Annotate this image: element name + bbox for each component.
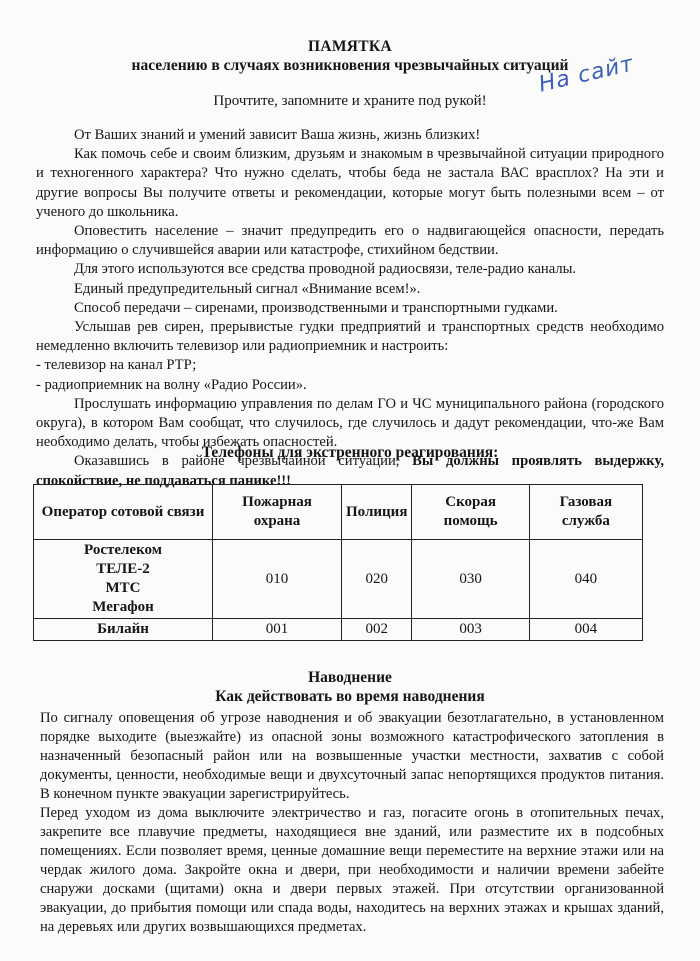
phone-number: 004: [529, 619, 642, 641]
header-fire: Пожарная охрана: [213, 485, 342, 540]
flood-paragraph: По сигналу оповещения об угрозе наводнения и об эвакуации безотлагательно, в установленном порядке выходите (выезжайте) из опасной зоны возможного катастрофического затопления в назначенный безопасный район или на возвышенные участки местности, захватив с собой документы, ценности, необходимые вещи и двухсуточный запас непортящихся продуктов питания. В конечном пункте эвакуации зарегистрируйтесь.: [40, 710, 664, 802]
flood-text: [40, 709, 664, 937]
operator-cell: [34, 540, 213, 619]
header-ambulance: Скорая помощь: [412, 485, 529, 540]
phone-number: 040: [529, 540, 642, 619]
intro-paragraph: Как помочь себе и своим близким, друзьям и знакомым в чрезвычайной ситуации природного и техногенного характера? Что нужно сделать, чтобы беда не застала ВАС врасплох? На эти и другие вопросы Вы получите ответы и рекомендации, которые могут быть полезными всем – от ученого до школьника.: [36, 146, 664, 220]
final-bold-text: Вы должны проявлять выдержку, спокойствие, не поддаваться панике!!!: [36, 453, 664, 489]
flood-paragraph: Перед уходом из дома выключите электричество и газ, погасите огонь в отопительных печах, закрепите все плавучие предметы, находящиеся вне зданий, или разместите их в подсобных помещениях. Если позволяет время, ценные домашние вещи переместите на верхние этажи или на чердак жилого дома. Закройте окна и двери, при необходимости и наличии времени забейте снаружи досками (щитами) окна и двери первых этажей. При отсутствии организованной эвакуации, до прибытия помощи или спада воды, находитесь на верхних этажах и крышах зданий, на деревьях или других возвышающихся предметах.: [40, 805, 664, 935]
intro-paragraph: Для этого используются все средства проводной радиосвязи, теле-радио каналы.: [74, 261, 577, 278]
header-gas: Газовая служба: [529, 485, 642, 540]
final-plain-text: Оказавшись в районе чрезвычайной ситуации,: [74, 453, 400, 470]
flood-title: Наводнение: [308, 669, 392, 686]
phone-number: 020: [342, 540, 412, 619]
intro-paragraph: Оповестить население – значит предупредить его о надвигающейся опасности, передать информацию о случившейся аварии или катастрофе, стихийном бедствии.: [36, 223, 664, 259]
table-header-row: [34, 485, 643, 540]
operator-name: ТЕЛЕ-2: [96, 561, 150, 577]
keep-note: Прочтите, запомните и храните под рукой!: [213, 93, 487, 109]
intro-list-item: - телевизор на канал РТР;: [36, 357, 197, 374]
intro-paragraph: Способ передачи – сиренами, производственными и транспортными гудками.: [74, 299, 558, 316]
intro-paragraph: От Ваших знаний и умений зависит Ваша жизнь, жизнь близких!: [74, 127, 481, 143]
operator-name: МТС: [105, 580, 141, 596]
operator-name: Мегафон: [92, 599, 154, 615]
intro-list-item: - радиоприемник на волну «Радио России».: [36, 376, 307, 393]
phone-number: 001: [213, 619, 342, 641]
page-subtitle: населению в случаях возникновения чрезвычайных ситуаций: [131, 57, 569, 74]
phones-title: Телефоны для экстренного реагирования:: [201, 444, 499, 461]
operator-name: Билайн: [34, 619, 213, 641]
phone-number: 010: [213, 540, 342, 619]
phone-number: 002: [342, 619, 412, 641]
intro-paragraph: Прослушать информацию управления по делам ГО и ЧС муниципального района (городского округа), в котором Вам сообщат, что случилось, где случилось и дадут рекомендации, что-же Вам необходимо делать, чтобы избежать опасностей.: [36, 395, 664, 451]
phone-number: 030: [412, 540, 529, 619]
table-row: [34, 540, 643, 619]
emergency-phones-table: [33, 484, 643, 641]
handwritten-note: На сайт: [536, 51, 637, 98]
intro-paragraph: Единый предупредительный сигнал «Внимание всем!».: [74, 280, 421, 297]
page-title: ПАМЯТКА: [308, 38, 392, 55]
table-row: [34, 619, 643, 641]
phone-number: 003: [412, 619, 529, 641]
operator-name: Ростелеком: [84, 542, 162, 558]
flood-subtitle: Как действовать во время наводнения: [215, 688, 485, 705]
header-operator: Оператор сотовой связи: [34, 485, 213, 540]
intro-paragraph: Услышав рев сирен, прерывистые гудки предприятий и транспортных средств необходимо немедленно включить телевизор или радиоприемник и настроить:: [36, 319, 664, 355]
header-police: Полиция: [342, 485, 412, 540]
intro-text: [36, 126, 664, 491]
